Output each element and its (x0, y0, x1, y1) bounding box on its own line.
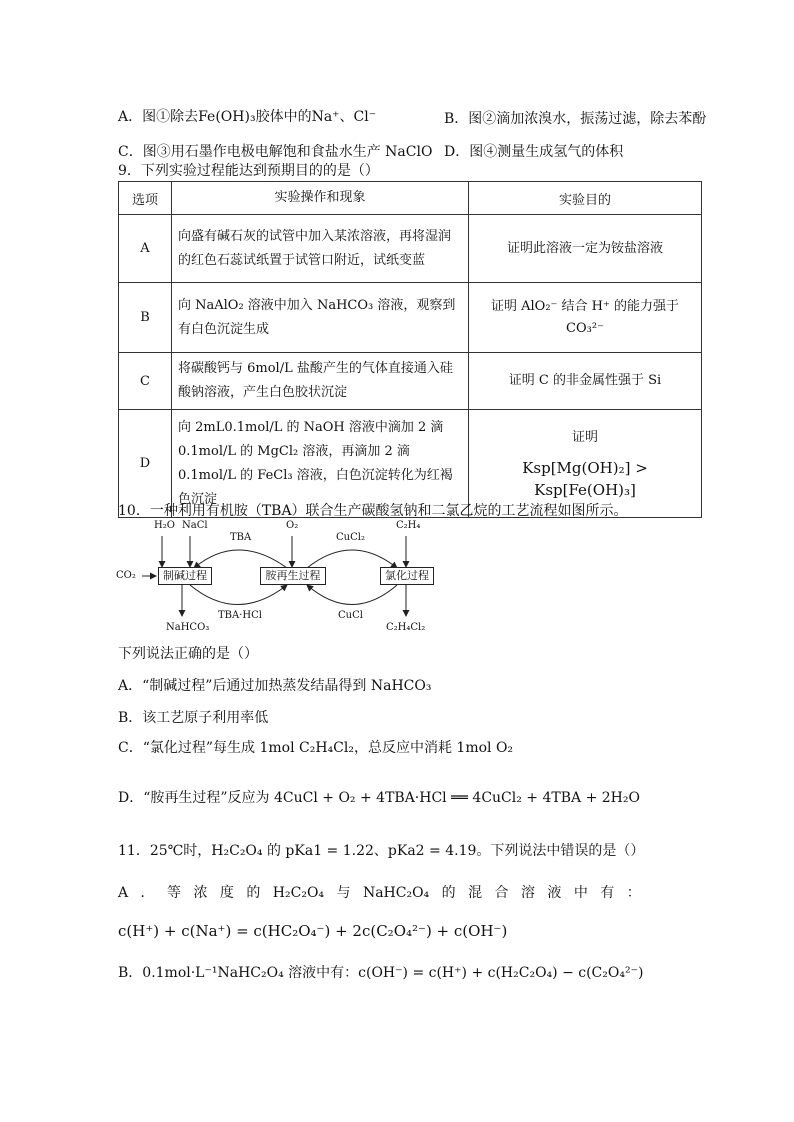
q9-stem: 9．下列实验过程能达到预期目的的是（） (118, 163, 379, 179)
row-operation: 向盛有碱石灰的试管中加入某浓溶液，再将湿润的红色石蕊试纸置于试管口附近，试纸变蓝 (172, 215, 469, 283)
q10-stem: 10．一种利用有机胺（TBA）联合生产碳酸氢钠和二氯乙烷的工艺流程如图所示。 (118, 503, 628, 519)
q10-option-b: B．该工艺原子利用率低 (118, 710, 269, 726)
row-operation: 向 NaAlO₂ 溶液中加入 NaHCO₃ 溶液，观察到有白色沉淀生成 (172, 283, 469, 353)
header-goal: 实验目的 (469, 182, 702, 215)
flow-box-chlorination: 氯化过程 (380, 567, 434, 585)
row-goal: 证明 AlO₂⁻ 结合 H⁺ 的能力强于 CO₃²⁻ (469, 283, 702, 353)
table-row (119, 353, 702, 410)
header-operation: 实验操作和现象 (172, 182, 469, 215)
flow-input-o2: O₂ (286, 520, 299, 531)
flow-output-nahco3: NaHCO₃ (166, 622, 210, 633)
header-option: 选项 (119, 182, 172, 215)
table-header-row (119, 182, 702, 215)
q9-table (118, 181, 702, 518)
flow-input-c2h4: C₂H₄ (396, 520, 421, 531)
flow-label-cucl2: CuCl₂ (336, 532, 365, 543)
flow-output-c2h4cl2: C₂H₄Cl₂ (386, 622, 426, 633)
q10-prompt: 下列说法正确的是（） (118, 646, 258, 662)
q11-stem: 11．25℃时，H₂C₂O₄ 的 pKa1 = 1.22、pKa2 = 4.19。下列说法中错误的是（） (118, 843, 645, 859)
q8-option-d: D．图④测量生成氢气的体积 (444, 144, 624, 160)
q10-option-a: A．“制碱过程”后通过加热蒸发结晶得到 NaHCO₃ (118, 678, 432, 694)
row-option: D (119, 410, 172, 518)
q11-option-a-line1: A ． 等 浓 度 的 H₂C₂O₄ 与 NaHC₂O₄ 的 混 合 溶 液 中 有 ： (118, 885, 641, 901)
row-operation: 将碳酸钙与 6mol/L 盐酸产生的气体直接通入硅酸钠溶液，产生白色胶状沉淀 (172, 353, 469, 410)
process-flow-diagram (112, 518, 442, 640)
flow-box-alkali: 制碱过程 (158, 567, 212, 585)
table-row (119, 283, 702, 353)
q10-option-d: D．“胺再生过程”反应为 4CuCl + O₂ + 4TBA·HCl ══ 4CuCl₂ + 4TBA + 2H₂O (118, 790, 640, 806)
row-option: A (119, 215, 172, 283)
flow-input-co2: CO₂ (116, 570, 136, 581)
flow-box-amine-regen: 胺再生过程 (260, 567, 326, 585)
flow-label-cucl: CuCl (338, 610, 363, 621)
row-option: C (119, 353, 172, 410)
row-goal: 证明此溶液一定为铵盐溶液 (469, 215, 702, 283)
row-goal-line2: Ksp[Mg(OH)₂] > Ksp[Fe(OH)₃] (522, 458, 648, 499)
table-row (119, 215, 702, 283)
flow-label-tba-hcl: TBA·HCl (218, 610, 262, 621)
q11-option-a-formula: c(H⁺) + c(Na⁺) = c(HC₂O₄⁻) + 2c(C₂O₄²⁻) + c(OH⁻) (118, 922, 508, 940)
row-operation: 向 2mL0.1mol/L 的 NaOH 溶液中滴加 2 滴 0.1mol/L 的 MgCl₂ 溶液，再滴加 2 滴 0.1mol/L 的 FeCl₃ 溶液，白色沉淀转化为红褐色沉淀 (172, 410, 469, 518)
flow-label-tba: TBA (230, 532, 252, 543)
q8-option-b: B．图②滴加浓溴水，振荡过滤，除去苯酚 (444, 111, 707, 127)
q8-option-a: A．图①除去Fe(OH)₃胶体中的Na⁺、Cl⁻ (118, 109, 377, 125)
q11-option-b: B．0.1mol·L⁻¹NaHC₂O₄ 溶液中有：c(OH⁻) = c(H⁺) + c(H₂C₂O₄) − c(C₂O₄²⁻) (118, 965, 644, 981)
row-option: B (119, 283, 172, 353)
row-goal-line1: 证明 (571, 429, 598, 445)
q8-option-c: C．图③用石墨作电极电解饱和食盐水生产 NaClO (118, 144, 433, 160)
q10-option-c: C．“氯化过程”每生成 1mol C₂H₄Cl₂，总反应中消耗 1mol O₂ (118, 740, 514, 756)
flow-input-h2o: H₂O (154, 520, 175, 531)
flow-input-nacl: NaCl (182, 520, 208, 531)
row-goal: 证明 C 的非金属性强于 Si (469, 353, 702, 410)
